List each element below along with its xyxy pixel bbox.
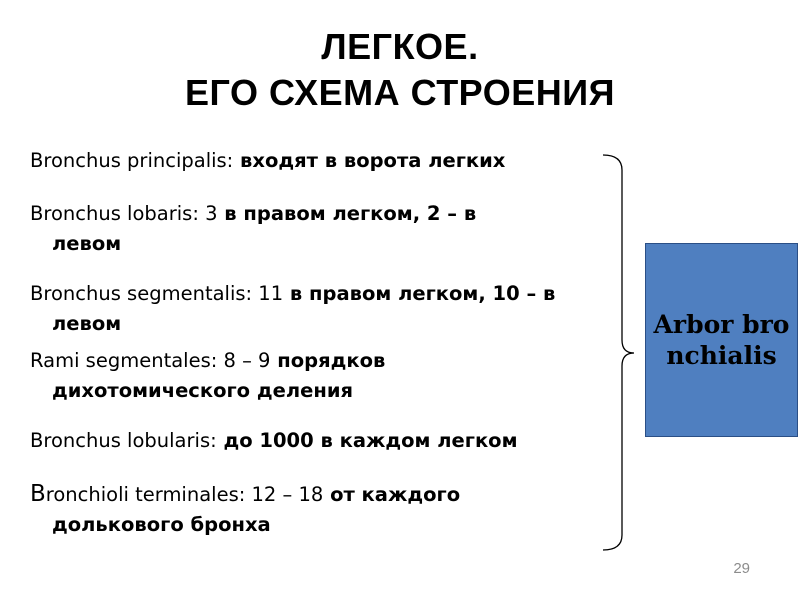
right-curly-brace (600, 150, 640, 555)
page-number: 29 (733, 560, 750, 577)
list-item-bronchus-lobularis (30, 426, 620, 456)
latin-term: Rami segmentales: 8 – 9 (30, 349, 271, 372)
latin-term (30, 483, 323, 506)
title-line-1: ЛЕГКОЕ. (321, 26, 479, 67)
item-description: до 1000 в каждом легком (216, 429, 518, 452)
arbor-bronchialis-box (645, 243, 798, 437)
item-description-continued: долькового бронха (52, 513, 271, 536)
list-item-rami-segmentales (30, 346, 620, 406)
latin-term: Bronchus segmentalis: 11 (30, 282, 284, 305)
list-item-bronchus-segmentalis (30, 279, 620, 339)
arbor-bronchialis-label: Arbor bronchialis (653, 310, 790, 370)
list-item-bronchus-principalis (30, 146, 620, 176)
latin-term: Bronchus principalis: (30, 149, 234, 172)
item-description: в правом легком, 2 – в (217, 202, 477, 225)
item-description: от каждого (323, 483, 461, 506)
item-description: входят в ворота легких (233, 149, 506, 172)
item-description: порядков (270, 349, 386, 372)
list-item-bronchus-lobaris (30, 199, 620, 259)
title-line-2: ЕГО СХЕМА СТРОЕНИЯ (185, 72, 615, 113)
slide-title (100, 24, 700, 116)
latin-term: Bronchus lobularis: (30, 429, 217, 452)
item-description: в правом легком, 10 – в (283, 282, 556, 305)
list-item-bronchioli-terminales (30, 479, 620, 540)
latin-term: Bronchus lobaris: 3 (30, 202, 218, 225)
latin-rest: ronchioli terminales: 12 – 18 (45, 483, 324, 506)
latin-initial: B (30, 481, 46, 507)
item-description-continued: левом (52, 232, 122, 255)
item-description-continued: дихотомического деления (52, 379, 354, 402)
item-description-continued: левом (52, 312, 122, 335)
